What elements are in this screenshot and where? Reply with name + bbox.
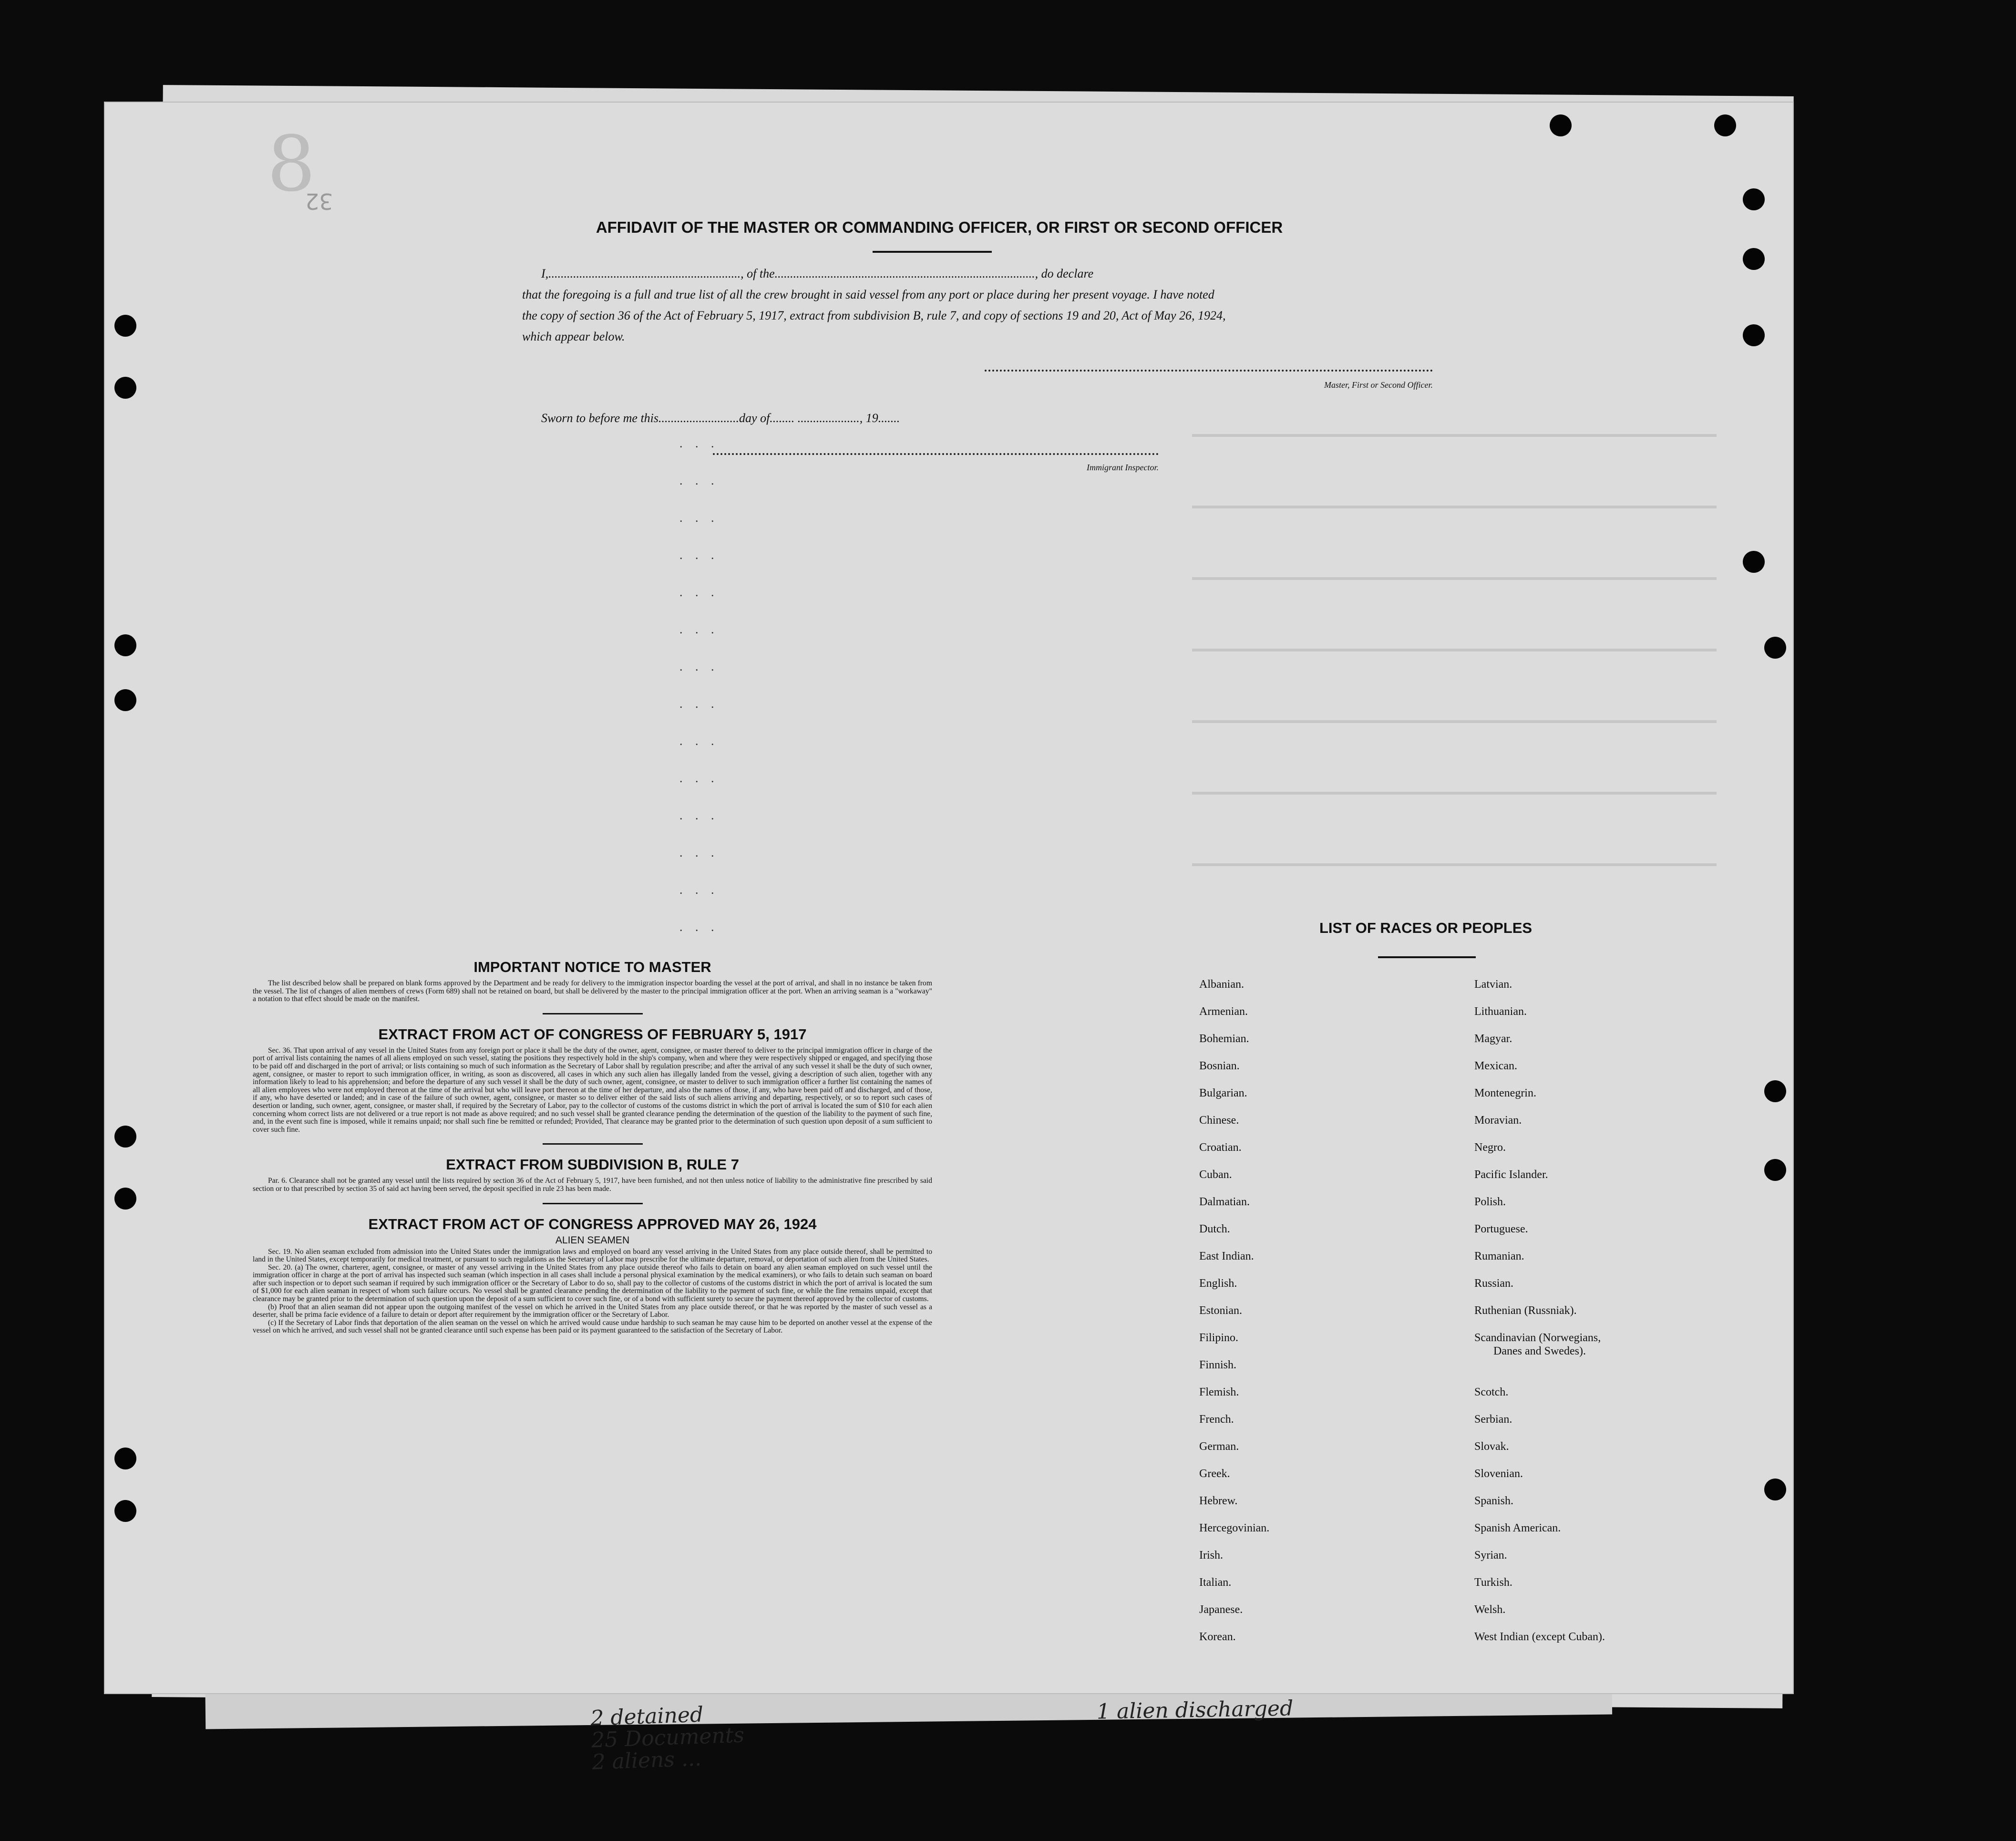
race-item: Dalmatian. <box>1199 1196 1250 1208</box>
race-item: Japanese. <box>1199 1603 1243 1616</box>
blank-row-dots: . . . <box>679 846 719 859</box>
race-item: Danes and Swedes). <box>1493 1345 1586 1357</box>
race-item: Polish. <box>1474 1196 1506 1208</box>
punch-hole <box>114 689 136 711</box>
blank-row-dots: . . . <box>679 474 719 487</box>
punch-hole <box>1764 1159 1786 1181</box>
race-item: Ruthenian (Russniak). <box>1474 1304 1577 1317</box>
race-item: Irish. <box>1199 1549 1223 1562</box>
blank-row-dots: . . . <box>679 734 719 748</box>
bleed-through-line <box>1192 649 1717 652</box>
race-item: Welsh. <box>1474 1603 1506 1616</box>
race-item: Bohemian. <box>1199 1033 1249 1045</box>
race-item: Chinese. <box>1199 1114 1239 1127</box>
punch-hole <box>1764 1479 1786 1500</box>
race-item: Scandinavian (Norwegians, <box>1474 1332 1601 1344</box>
race-item: Cuban. <box>1199 1169 1232 1181</box>
blank-row-dots: . . . <box>679 883 719 897</box>
notice-text: The list described below shall be prepared on blank forms approved by the Department and be ready for delivery to the immigration inspector boarding the vessel at the port of arrival, and shall in no instance be taken from the vessel. The list of changes of alien members of crews (Form 689) shall not be retained on board, but shall be delivered by the master to the principal immigration officer at the port. When an arriving seaman is a "workaway" a notation to that effect should be made on the manifest. <box>253 979 932 1003</box>
race-item: Negro. <box>1474 1141 1506 1154</box>
race-item: Serbian. <box>1474 1413 1512 1426</box>
punch-hole <box>114 1188 136 1210</box>
bleed-through-line <box>1192 792 1717 795</box>
race-item: Armenian. <box>1199 1005 1248 1018</box>
blank-row-dots: . . . <box>679 808 719 822</box>
blank-row-dots: . . . <box>679 622 719 636</box>
legal-extracts-column <box>253 959 932 1335</box>
race-item: Turkish. <box>1474 1576 1512 1589</box>
extract-1924-subtitle: ALIEN SEAMEN <box>555 1234 630 1246</box>
handwritten-notes <box>590 1702 746 1773</box>
bleed-through-line <box>1192 506 1717 508</box>
race-item: Scotch. <box>1474 1386 1509 1398</box>
section-rule <box>543 1143 643 1145</box>
race-item: Albanian. <box>1199 978 1244 991</box>
punch-hole <box>1743 188 1765 210</box>
blank-row-dots: . . . <box>679 660 719 673</box>
punch-hole <box>1743 551 1765 573</box>
blank-row-dots: . . . <box>679 511 719 525</box>
extract-1924-sec20a: Sec. 20. (a) The owner, charterer, agent, consignee, or master of any vessel arriving in the United States from any place outside thereof who fails to detain on board any alien seaman employed on such vessel until the immigration officer in charge at the port of arrival has inspected such seaman (which inspection in all cases shall include a personal physical examination by the medical examiners), or who fails to detain such seaman on board after such inspection or to deport such seaman if required by such immigration officer or the Secretary of Labor to do so, shall pay to the collector of customs of the customs district in which the port of arrival is located the sum of $1,000 for each alien seaman in respect of whom such failure occurs. No vessel shall be granted clearance pending the determination of the liability to the payment of such fine, or while the fine remains unpaid, except that clearance may be granted prior to the determination of such question upon the deposit of a sum sufficient to cover such fine, or of a bond with sufficient surety to secure the payment thereof approved by the collector of customs. <box>253 1263 932 1303</box>
punch-hole <box>114 1448 136 1469</box>
race-item: French. <box>1199 1413 1234 1426</box>
race-item: West Indian (except Cuban). <box>1474 1631 1605 1643</box>
sworn-statement: Sworn to before me this..........................day of........ ...................., 19....... <box>541 411 900 425</box>
race-item: German. <box>1199 1440 1239 1453</box>
page-stamp-number: 8 <box>267 119 316 208</box>
race-item: Hebrew. <box>1199 1495 1238 1507</box>
race-item: Mexican. <box>1474 1060 1517 1072</box>
punch-hole <box>1550 114 1572 136</box>
race-item: Latvian. <box>1474 978 1512 991</box>
affidavit-line: that the foregoing is a full and true list of all the crew brought in said vessel from any port or place during her present voyage. I have noted <box>522 288 1214 301</box>
blank-row-dots: . . . <box>679 771 719 785</box>
punch-hole <box>1743 324 1765 346</box>
races-rule <box>1378 956 1476 958</box>
race-item: Slovenian. <box>1474 1468 1523 1480</box>
race-item: Dutch. <box>1199 1223 1230 1235</box>
section-rule <box>543 1203 643 1204</box>
blank-row-dots: . . . <box>679 436 719 450</box>
race-item: Hercegovinian. <box>1199 1522 1270 1534</box>
signature-line <box>985 370 1433 372</box>
race-item: Russian. <box>1474 1277 1514 1290</box>
race-item: Slovak. <box>1474 1440 1509 1453</box>
handwritten-line: 25 Documents <box>591 1723 745 1753</box>
bleed-through-line <box>1192 434 1717 437</box>
extract-1917-title: EXTRACT FROM ACT OF CONGRESS OF FEBRUARY 5, 1917 <box>378 1025 807 1043</box>
race-item: Filipino. <box>1199 1332 1239 1344</box>
race-item: Moravian. <box>1474 1114 1522 1127</box>
affidavit-line: which appear below. <box>522 330 625 343</box>
extract-1924-sec19: Sec. 19. No alien seaman excluded from admission into the United States under the immigration laws and employed on board any vessel arriving in the United States from any place outside thereof, shall be permitted to land in the United States, except temporarily for medical treatment, or pursuant to such regulations as the Secretary of Labor may prescribe for the ultimate departure, removal, or deportation of such alien from the United States. <box>253 1247 932 1264</box>
race-item: Flemish. <box>1199 1386 1239 1398</box>
section-rule <box>543 1013 643 1014</box>
punch-hole <box>114 1126 136 1148</box>
inspector-label: Immigrant Inspector. <box>1087 463 1159 472</box>
blank-row-dots: . . . <box>679 697 719 711</box>
race-item: Finnish. <box>1199 1359 1237 1371</box>
bleed-through-line <box>1192 720 1717 723</box>
blank-row-dots: . . . <box>679 920 719 934</box>
races-title: LIST OF RACES OR PEOPLES <box>1319 920 1533 936</box>
extract-1924-sec20b: (b) Proof that an alien seaman did not appear upon the outgoing manifest of the vessel on which he arrived in the United States from any place outside thereof, or that he was reported by the master of such vessel as a deserter, shall be prima facie evidence of a failure to detain or deport after requirement by the immigration officer or the Secretary of Labor. <box>253 1303 932 1319</box>
affidavit-body <box>522 263 1433 347</box>
punch-hole <box>1764 637 1786 659</box>
blank-row-dots: . . . <box>679 585 719 599</box>
race-item: English. <box>1199 1277 1237 1290</box>
races-left-column <box>1199 978 1269 1657</box>
inspector-signature-line <box>713 453 1159 455</box>
extract-rule7-title: EXTRACT FROM SUBDIVISION B, RULE 7 <box>446 1156 739 1173</box>
race-item: East Indian. <box>1199 1250 1254 1262</box>
extract-1924-title: EXTRACT FROM ACT OF CONGRESS APPROVED MAY 26, 1924 <box>368 1215 817 1232</box>
punch-hole <box>114 634 136 656</box>
race-item: Portuguese. <box>1474 1223 1528 1235</box>
race-item: Syrian. <box>1474 1549 1507 1562</box>
extract-1924-sec20c: (c) If the Secretary of Labor finds that deportation of the alien seaman on the vessel on which he arrived would cause undue hardship to such seaman he may cause him to be deported on another vessel at the expense of the vessel on which he arrived, and such vessel shall not be granted clearance until such expense has been paid or its payment guaranteed to the satisfaction of the Secretary of Labor. <box>253 1318 932 1335</box>
race-item: Magyar. <box>1474 1033 1512 1045</box>
signature-label: Master, First or Second Officer. <box>1324 380 1433 390</box>
handwritten-line: 2 aliens ... <box>591 1746 702 1775</box>
race-item: Montenegrin. <box>1474 1087 1536 1099</box>
bleed-through-line <box>1192 863 1717 866</box>
punch-hole <box>1764 1080 1786 1102</box>
race-item: Italian. <box>1199 1576 1232 1589</box>
affidavit-line: I,.............................................................., of the...................................................................................., do declare <box>541 267 1094 280</box>
race-item: Spanish. <box>1474 1495 1514 1507</box>
punch-hole <box>114 315 136 337</box>
blank-row-dots: . . . <box>679 548 719 562</box>
race-item: Croatian. <box>1199 1141 1242 1154</box>
race-item: Lithuanian. <box>1474 1005 1527 1018</box>
punch-hole <box>1714 114 1736 136</box>
race-item: Estonian. <box>1199 1304 1242 1317</box>
race-item: Rumanian. <box>1474 1250 1524 1262</box>
extract-rule7-text: Par. 6. Clearance shall not be granted any vessel until the lists required by section 36 of the Act of February 5, 1917, have been furnished, and not then unless notice of liability to the administrative fine prescribed by said section or to that prescribed by section 35 of said act having been served, the deposit specified in rule 23 has been made. <box>253 1177 932 1193</box>
punch-hole <box>114 377 136 399</box>
page-stamp-small: 32 <box>305 188 333 214</box>
race-item: Bosnian. <box>1199 1060 1240 1072</box>
bleed-through-line <box>1192 577 1717 580</box>
extract-1917-text: Sec. 36. That upon arrival of any vessel in the United States from any foreign port or place it shall be the duty of the owner, agent, consignee, or master thereof to deliver to the principal immigration officer in charge of the port of arrival lists containing the names of all aliens employed on such vessel, stating the positions they respectively hold in the ship's company, when and where they were respectively shipped or engaged, and specifying those to be paid off and discharged in the port of arrival; or lists containing so much of such information as the Secretary of Labor shall by regulation prescribe; and after the arrival of any such vessel it shall be the duty of such owner, agent, consignee, or master to report to such immigration officer, in writing, as soon as discovered, all cases in which any such alien has illegally landed from the vessel, giving a description of such alien, together with any information likely to lead to his apprehension; and before the departure of any such vessel it shall be the duty of such owner, agent, consignee, or master to deliver to such immigration officer a further list containing the names of all alien employees who were not employed thereon at the time of the arrival but who will leave port thereon at the time of her departure, and also the names of those, if any, who have been paid off and discharged, and of those, if any, who have deserted or landed; and in case of the failure of such owner, agent, consignee, or master so to deliver either of the said lists of such aliens arriving and departing, respectively, or so to report such cases of desertion or landing, such owner, agent, consignee, or master shall, if required by the Secretary of Labor, pay to the collector of customs of the customs district in which the port of arrival is located the sum of $10 for each alien concerning whom correct lists are not delivered or a true report is not made as above required; and no such vessel shall be granted clearance pending the determination of the question of the liability to the payment of such fine, and, in the event such fine is imposed, while it remains unpaid; nor shall such fine be remitted or refunded; Provided, That clearance may be granted prior to the determination of such question upon deposit of a sum sufficient to cover such fine. <box>253 1046 932 1134</box>
punch-hole <box>114 1500 136 1522</box>
races-right-column <box>1474 978 1605 1657</box>
race-item: Greek. <box>1199 1468 1230 1480</box>
handwritten-line: 2 detained <box>590 1702 704 1731</box>
race-item: Korean. <box>1199 1631 1236 1643</box>
race-item: Spanish American. <box>1474 1522 1561 1534</box>
affidavit-line: the copy of section 36 of the Act of February 5, 1917, extract from subdivision B, rule 7, and copy of sections 19 and 20, Act of May 26, 1924, <box>522 309 1226 322</box>
affidavit-rule <box>873 251 992 253</box>
race-item: Pacific Islander. <box>1474 1169 1548 1181</box>
handwritten-note: 1 alien discharged <box>1096 1696 1294 1724</box>
notice-title: IMPORTANT NOTICE TO MASTER <box>473 959 711 975</box>
punch-hole <box>1743 248 1765 270</box>
affidavit-title: AFFIDAVIT OF THE MASTER OR COMMANDING OFFICER, OR FIRST OR SECOND OFFICER <box>596 218 1283 236</box>
race-item: Bulgarian. <box>1199 1087 1247 1099</box>
